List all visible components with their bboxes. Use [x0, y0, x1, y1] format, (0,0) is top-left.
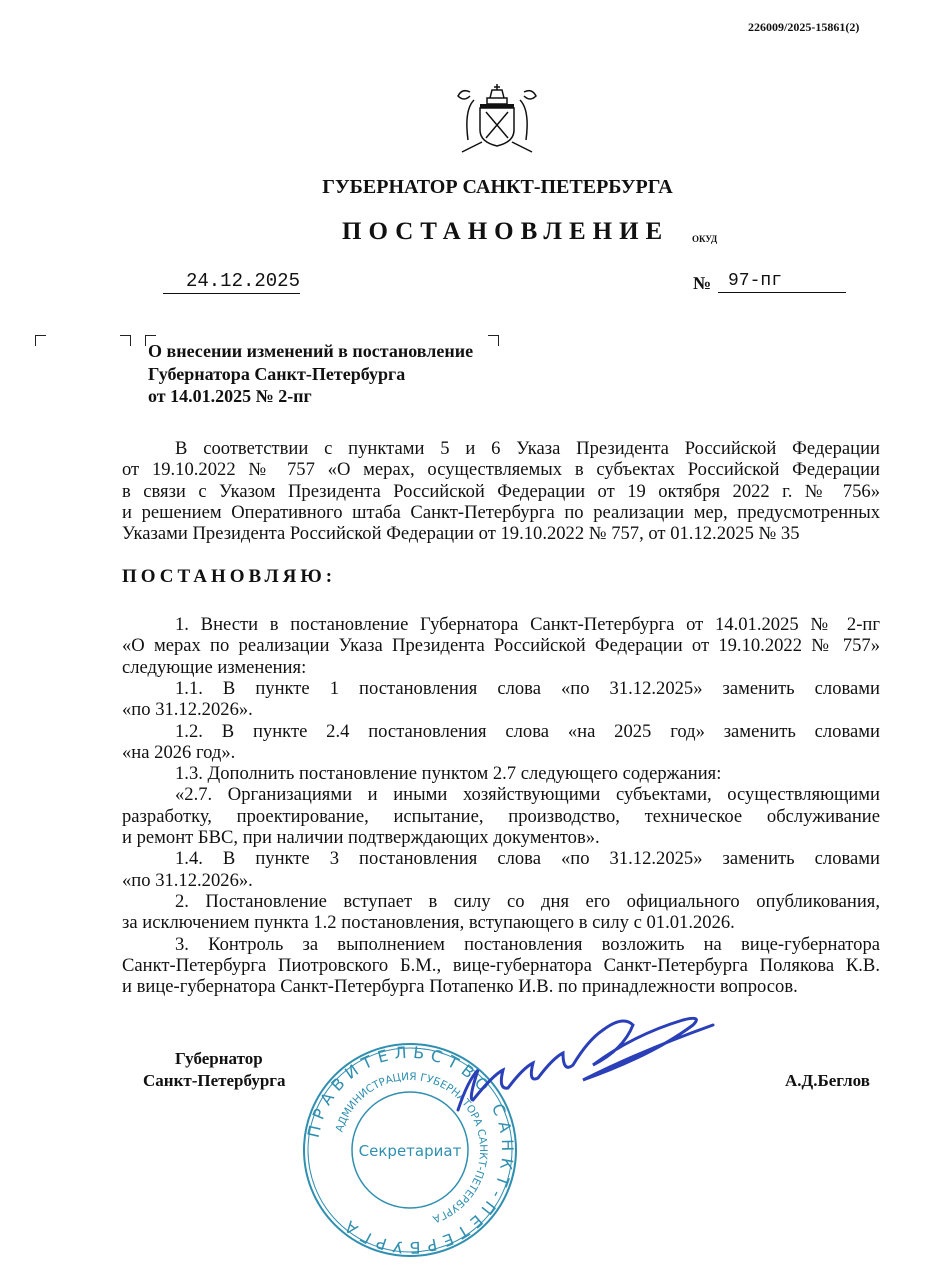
- issuing-authority: ГУБЕРНАТОР САНКТ-ПЕТЕРБУРГА: [322, 176, 673, 198]
- text-line: В соответствии с пунктами 5 и 6 Указа Президента Российской Федерации: [175, 438, 880, 459]
- signatory-position-line: Санкт-Петербурга: [143, 1071, 286, 1090]
- text-line: за исключением пункта 1.2 постановления, вступающего в силу с 01.01.2026.: [122, 912, 735, 934]
- text-line: и ремонт БВС, при наличии подтверждающих документов».: [122, 827, 600, 848]
- text-line: и вице-губернатора Санкт-Петербурга Потапенко И.В. по принадлежности вопросов.: [122, 976, 798, 998]
- okud-label: ОКУД: [692, 234, 718, 244]
- text-line: 1.3. Дополнить постановление пунктом 2.7 следующего содержания:: [175, 763, 722, 785]
- text-line: разработку, проектирование, испытание, производство, техническое обслуживание: [122, 805, 880, 827]
- text-line: 3. Контроль за выполнением постановления возложить на вице-губернатора: [175, 933, 880, 955]
- text-line: 2. Постановление вступает в силу со дня его официального опубликования,: [175, 890, 880, 912]
- document-date: 24.12.2025: [163, 270, 300, 294]
- signatory-position-line: Губернатор: [175, 1049, 263, 1068]
- title-line: О внесении изменений в постановление: [148, 341, 474, 361]
- title-line: от 14.01.2025 № 2-пг: [148, 386, 312, 406]
- corner-mark: [120, 335, 131, 346]
- document-registration-number: 226009/2025-15861(2): [748, 20, 860, 34]
- text-line: 1.4. В пункте 3 постановления слова «по 31.12.2025» заменить словами: [175, 848, 880, 870]
- text-line: в связи с Указом Президента Российской Федерации от 19 октября 2022 г. № 756»: [122, 480, 880, 502]
- svg-text:Секретариат: Секретариат: [358, 1142, 462, 1160]
- text-line: «О мерах по реализации Указа Президента Российской Федерации от 19.10.2022 № 757»: [122, 635, 880, 657]
- resolve-heading: ПОСТАНОВЛЯЮ:: [122, 566, 337, 587]
- number-label: №: [693, 273, 712, 293]
- signatory-name: А.Д.Беглов: [785, 1071, 870, 1090]
- svg-text:АДМИНИСТРАЦИЯ ГУБЕРНАТОРА САНК: АДМИНИСТРАЦИЯ ГУБЕРНАТОРА САНКТ-ПЕТЕРБУРГА: [333, 1070, 490, 1225]
- corner-mark: [488, 335, 499, 346]
- text-line: следующие изменения:: [122, 656, 307, 678]
- svg-text:ПРАВИТЕЛЬСТВО САНКТ-ПЕТЕРБУРГА: ПРАВИТЕЛЬСТВО САНКТ-ПЕТЕРБУРГА: [303, 1042, 518, 1258]
- text-line: «на 2026 год».: [122, 741, 236, 763]
- text-line: и решением Оперативного штаба Санкт-Петербурга по реализации мер, предусмотренных: [122, 501, 880, 523]
- text-line: Санкт-Петербурга Пиотровского Б.М., вице-губернатора Санкт-Петербурга Полякова К.В.: [122, 954, 880, 976]
- document-type: ПОСТАНОВЛЕНИЕ: [342, 218, 670, 245]
- corner-mark: [35, 335, 46, 346]
- document-number: 97-пг: [718, 271, 846, 293]
- text-line: 1.1. В пункте 1 постановления слова «по 31.12.2025» заменить словами: [175, 677, 880, 699]
- text-line: от 19.10.2022 № 757 «О мерах, осуществляемых в субъектах Российской Федерации: [122, 459, 880, 481]
- text-line: «по 31.12.2026».: [122, 869, 253, 891]
- text-line: «по 31.12.2026».: [122, 699, 253, 721]
- coat-of-arms-emblem: [452, 80, 542, 155]
- text-line: Указами Президента Российской Федерации от 19.10.2022 № 757, от 01.12.2025 № 35: [122, 523, 800, 545]
- text-line: 1.2. В пункте 2.4 постановления слова «на 2025 год» заменить словами: [175, 720, 880, 742]
- handwritten-signature: [450, 1010, 740, 1120]
- document-title: [148, 340, 473, 408]
- text-line: 1. Внести в постановление Губернатора Санкт-Петербурга от 14.01.2025 № 2-пг: [175, 614, 880, 635]
- text-line: «2.7. Организациями и иными хозяйствующими субъектами, осуществляющими: [175, 784, 880, 806]
- title-line: Губернатора Санкт-Петербурга: [148, 363, 406, 384]
